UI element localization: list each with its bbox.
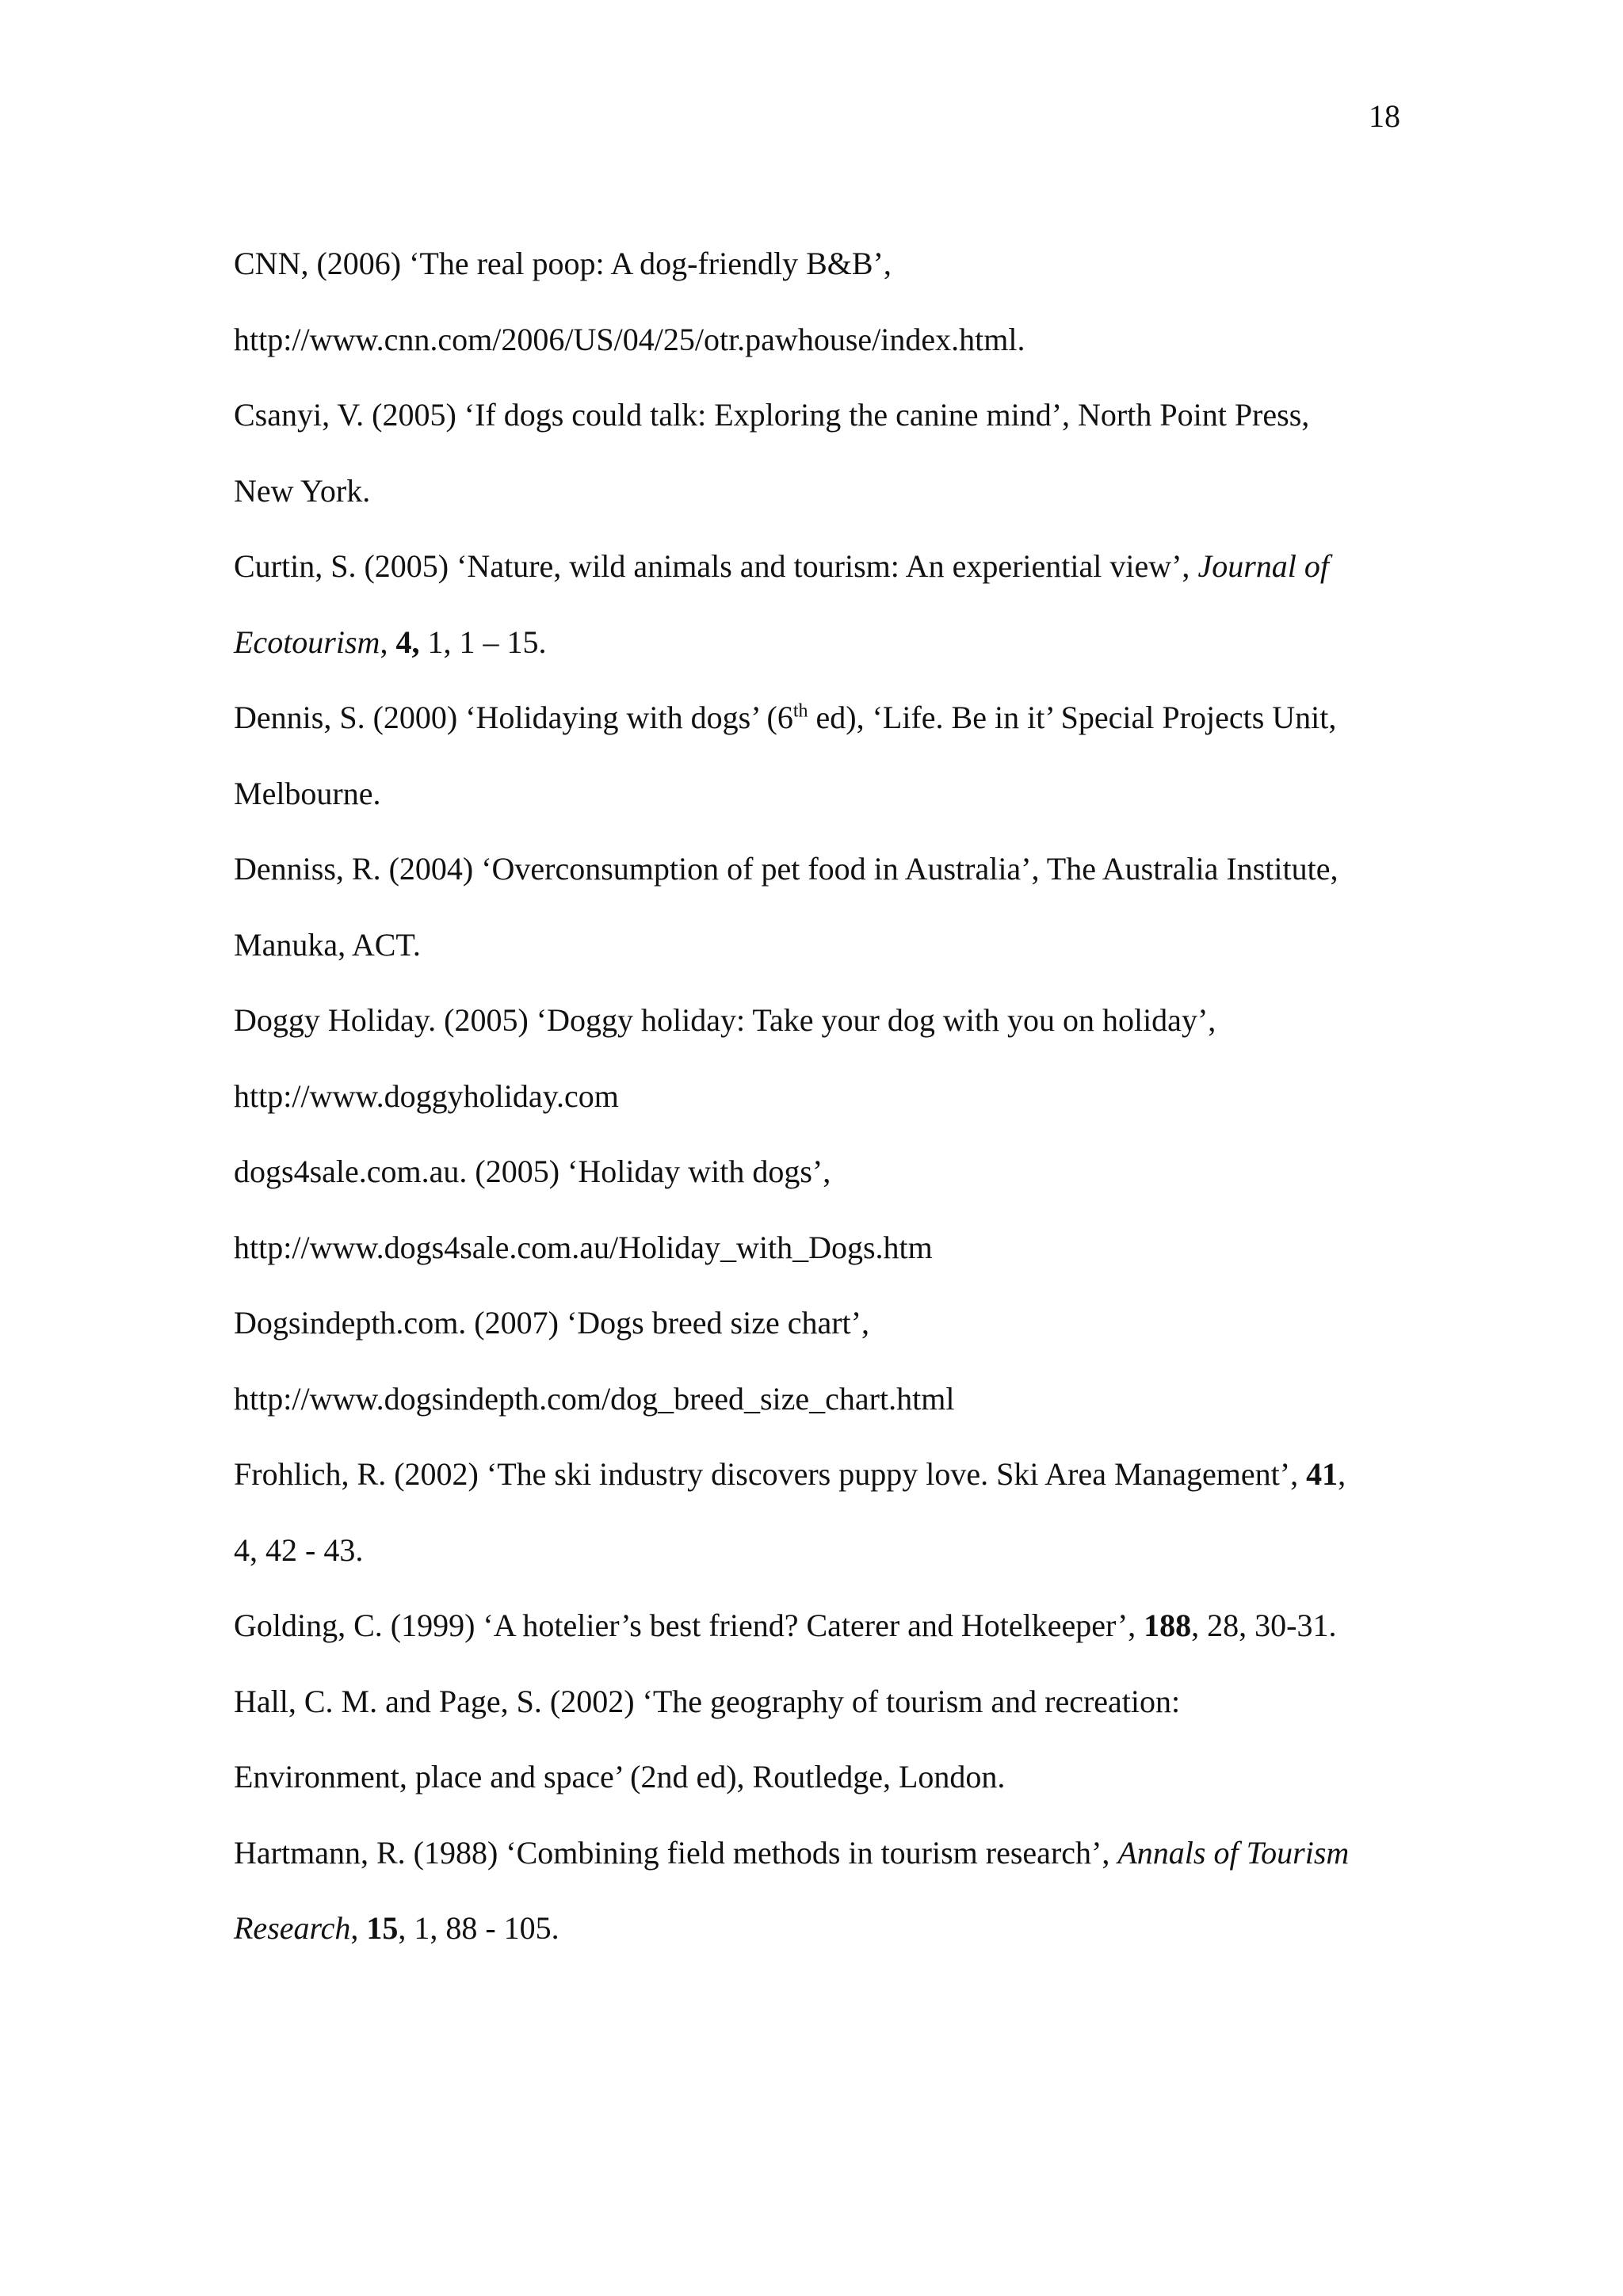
reference-entry — [234, 680, 1407, 831]
reference-text: Manuka, ACT. — [234, 926, 421, 963]
reference-line — [234, 1436, 1407, 1512]
reference-text: http://www.dogs4sale.com.au/Holiday_with_Dogs.htm — [234, 1229, 933, 1265]
page-number: 18 — [1369, 98, 1400, 134]
reference-superscript: th — [792, 700, 808, 722]
reference-entry — [234, 1436, 1407, 1588]
reference-italic-text: Ecotourism — [234, 624, 380, 660]
reference-entry — [234, 377, 1407, 528]
reference-text: http://www.dogsindepth.com/dog_breed_size_chart.html — [234, 1380, 955, 1417]
reference-entry — [234, 831, 1407, 982]
reference-text: Csanyi, V. (2005) ‘If dogs could talk: Exploring the canine mind’, North Point Press, — [234, 397, 1310, 433]
reference-line — [234, 756, 1407, 832]
reference-entry — [234, 226, 1407, 377]
reference-line — [234, 907, 1407, 983]
reference-entry — [234, 1285, 1407, 1436]
reference-line — [234, 302, 1407, 378]
reference-text: Dogsindepth.com. (2007) ‘Dogs breed size chart’, — [234, 1305, 869, 1341]
reference-line — [234, 1815, 1407, 1891]
reference-text: 1, 1 – 15. — [419, 624, 547, 660]
reference-text: Melbourne. — [234, 775, 381, 811]
reference-text: , — [380, 624, 396, 660]
reference-line — [234, 605, 1407, 681]
reference-list — [234, 226, 1407, 1966]
reference-text: 4, 42 - 43. — [234, 1531, 364, 1568]
reference-text: dogs4sale.com.au. (2005) ‘Holiday with dogs’, — [234, 1154, 831, 1189]
reference-text: , 1, 88 - 105. — [398, 1910, 559, 1946]
reference-text: CNN, (2006) ‘The real poop: A dog-friendly B&B’, — [234, 246, 892, 281]
reference-text: Environment, place and space’ (2nd ed), Routledge, London. — [234, 1759, 1006, 1794]
reference-line — [234, 453, 1407, 529]
reference-line — [234, 377, 1407, 453]
reference-volume-bold: 4, — [395, 624, 420, 660]
reference-entry — [234, 528, 1407, 680]
reference-text: Golding, C. (1999) ‘A hotelier’s best friend? Caterer and Hotelkeeper’, — [234, 1608, 1144, 1643]
reference-text: http://www.doggyholiday.com — [234, 1077, 619, 1114]
reference-volume-bold: 41 — [1306, 1456, 1338, 1492]
reference-line — [234, 982, 1407, 1058]
reference-volume-bold: 15 — [366, 1910, 399, 1946]
reference-line — [234, 1588, 1407, 1664]
reference-entry — [234, 982, 1407, 1134]
reference-text: Doggy Holiday. (2005) ‘Doggy holiday: Take your dog with you on holiday’, — [234, 1002, 1216, 1038]
reference-line — [234, 680, 1407, 756]
reference-text: Hall, C. M. and Page, S. (2002) ‘The geography of tourism and recreation: — [234, 1683, 1181, 1719]
reference-line — [234, 226, 1407, 302]
reference-italic-text: Journal of — [1197, 548, 1329, 584]
reference-italic-text: Annals of Tourism — [1117, 1834, 1350, 1871]
reference-line — [234, 1739, 1407, 1815]
reference-text: , 28, 30-31. — [1191, 1608, 1337, 1643]
reference-entry — [234, 1134, 1407, 1285]
reference-text: Denniss, R. (2004) ‘Overconsumption of pet food in Australia’, The Australia Institute, — [234, 851, 1338, 887]
reference-volume-bold: 188 — [1144, 1608, 1192, 1643]
reference-text: ed), ‘Life. Be in it’ Special Projects Unit, — [808, 700, 1337, 735]
reference-line — [234, 1890, 1407, 1966]
reference-entry — [234, 1815, 1407, 1966]
reference-text: http://www.cnn.com/2006/US/04/25/otr.pawhouse/index.html. — [234, 321, 1025, 357]
reference-text: Frohlich, R. (2002) ‘The ski industry discovers puppy love. Ski Area Management’, — [234, 1456, 1307, 1492]
reference-text: Curtin, S. (2005) ‘Nature, wild animals and tourism: An experiential view’, — [234, 548, 1198, 584]
reference-line — [234, 1058, 1407, 1135]
reference-text: , — [1338, 1456, 1346, 1492]
reference-italic-text: Research — [234, 1910, 351, 1946]
reference-text: Dennis, S. (2000) ‘Holidaying with dogs’ (6 — [234, 700, 793, 735]
reference-text: , — [350, 1910, 367, 1946]
reference-entry — [234, 1664, 1407, 1815]
reference-line — [234, 1134, 1407, 1210]
reference-text: New York. — [234, 472, 371, 509]
reference-line — [234, 1664, 1407, 1740]
reference-line — [234, 1512, 1407, 1589]
reference-line — [234, 1285, 1407, 1361]
reference-entry — [234, 1588, 1407, 1664]
reference-line — [234, 831, 1407, 907]
reference-line — [234, 1210, 1407, 1286]
reference-line — [234, 1361, 1407, 1437]
reference-text: Hartmann, R. (1988) ‘Combining field methods in tourism research’, — [234, 1834, 1118, 1871]
reference-line — [234, 528, 1407, 605]
